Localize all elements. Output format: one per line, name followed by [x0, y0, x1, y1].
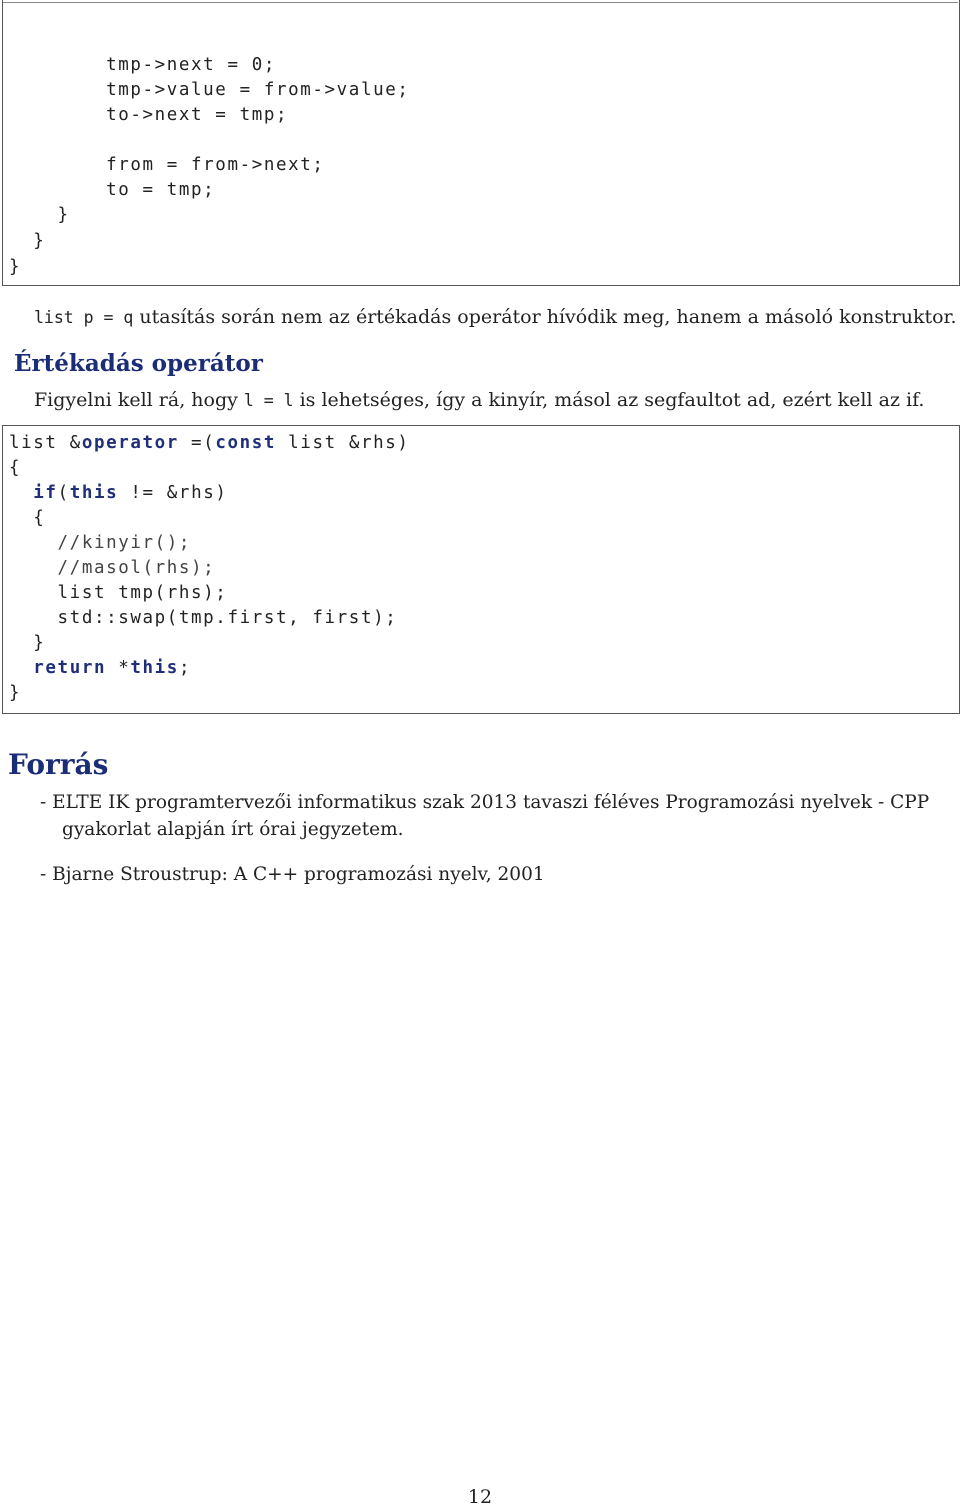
code-token: (: [57, 483, 70, 503]
inline-code: l = l: [243, 391, 294, 410]
code-line: }: [9, 683, 22, 703]
code-line: tmp->next = 0;: [9, 55, 276, 75]
source-item-1-line-1: - ELTE IK programtervezői informatikus szak 2013 tavaszi féléves Programozási nyelvek - CPP: [40, 792, 930, 813]
code-token: *: [106, 658, 131, 678]
sources-heading: Forrás: [8, 748, 109, 781]
code-keyword: operator: [81, 433, 179, 453]
code-line: from = from->next;: [9, 155, 325, 175]
code-line: to->next = tmp;: [9, 105, 289, 125]
source-item-2: - Bjarne Stroustrup: A C++ programozási nyelv, 2001: [40, 864, 545, 885]
copy-constructor-note: [34, 304, 957, 331]
code-block-copy-constructor: [2, 0, 960, 286]
code-token: [9, 483, 33, 503]
code-line: {: [9, 458, 22, 478]
section-title: Értékadás operátor: [14, 350, 263, 377]
section-paragraph: [34, 387, 924, 414]
code-token: list &: [9, 433, 82, 453]
code-line: [9, 431, 410, 456]
para-text-after: is lehetséges, így a kinyír, másol az segfaultot ad, ezért kell az if.: [293, 389, 925, 411]
code-token: [9, 658, 33, 678]
page-number: 12: [467, 1486, 493, 1508]
code-line: }: [9, 205, 70, 225]
para-text-before: Figyelni kell rá, hogy: [34, 389, 244, 411]
code-line: [9, 481, 227, 506]
code-line: }: [9, 231, 46, 251]
code-token: list &rhs): [276, 433, 410, 453]
note-text: utasítás során nem az értékadás operátor hívódik meg, hanem a másoló konstruktor.: [133, 306, 957, 328]
code-line: to = tmp;: [9, 180, 216, 200]
code-line: [9, 656, 191, 681]
code-keyword: const: [215, 433, 277, 453]
code-token: ;: [178, 658, 192, 678]
inline-code: list p = q: [34, 308, 134, 327]
code-line: {: [9, 508, 46, 528]
code-keyword: return: [33, 658, 107, 678]
code-keyword: this: [69, 483, 119, 503]
code-line: tmp->value = from->value;: [9, 80, 410, 100]
code-keyword: if: [33, 483, 58, 503]
code-comment: //masol(rhs);: [9, 558, 216, 578]
code-token: =(: [178, 433, 216, 453]
code-line: list tmp(rhs);: [9, 583, 228, 603]
code-line: std::swap(tmp.first, first);: [9, 608, 398, 628]
code-line: }: [9, 257, 22, 277]
code-keyword: this: [130, 658, 179, 678]
code-token: != &rhs): [118, 483, 228, 503]
code-comment: //kinyir();: [9, 533, 192, 553]
code-line: }: [9, 633, 46, 653]
source-item-1-line-2: gyakorlat alapján írt órai jegyzetem.: [62, 819, 404, 840]
